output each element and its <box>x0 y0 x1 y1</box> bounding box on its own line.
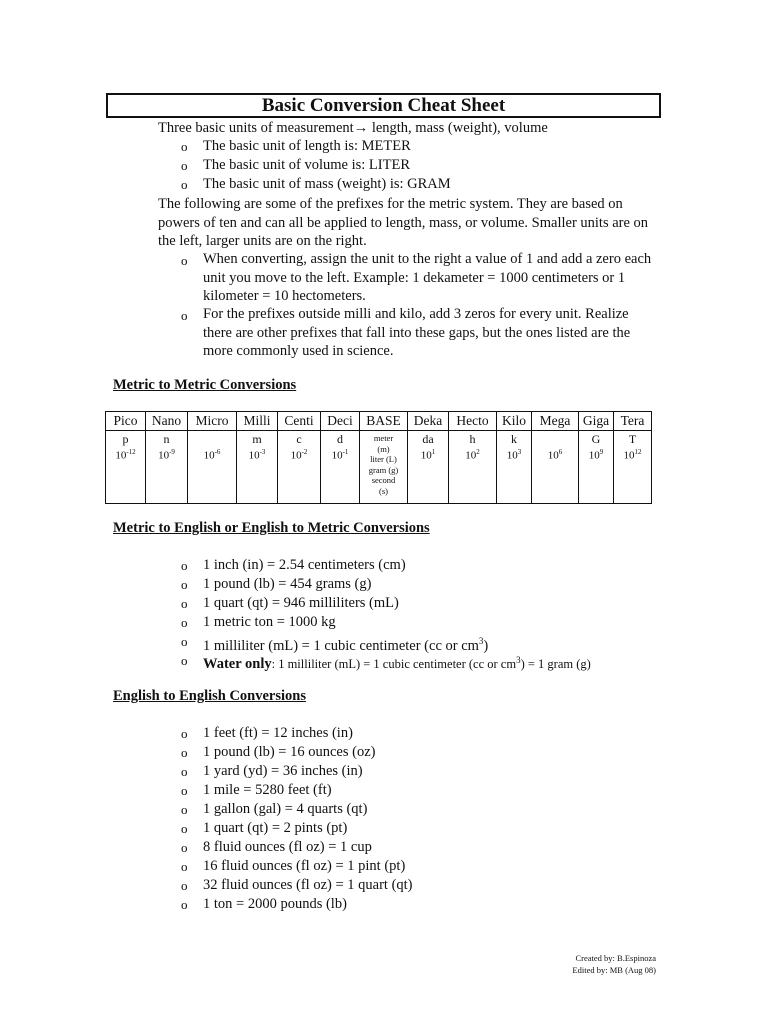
prefix-value-row <box>106 431 652 504</box>
bullet-icon: o <box>181 745 188 760</box>
prefix-header: Mega <box>532 412 579 431</box>
bullet-icon: o <box>181 634 188 649</box>
metric-heading: Metric to Metric Conversions <box>113 377 297 393</box>
prefix-cell <box>106 431 146 504</box>
power-of-ten: $10^2$ <box>465 448 480 462</box>
footer-edited: Edited by: MB (Aug 08) <box>572 965 656 975</box>
list-item: 1 feet (ft) = 12 inches (in) <box>203 725 353 741</box>
base-unit: (s) <box>379 485 388 496</box>
list-item: 1 metric ton = 1000 kg <box>203 614 336 630</box>
prefix-symbol: n <box>163 432 170 446</box>
bullet-icon: o <box>181 821 188 836</box>
list-item: 1 inch (in) = 2.54 centimeters (cm) <box>203 557 406 573</box>
prefix-header: BASE <box>360 412 408 431</box>
list-item: 16 fluid ounces (fl oz) = 1 pint (pt) <box>203 858 406 874</box>
list-item: 1 milliliter (mL) = 1 cubic centimeter (cc or $cm^3$) <box>203 636 489 654</box>
list-item: 1 pound (lb) = 16 ounces (oz) <box>203 744 376 760</box>
prefix-cell <box>532 431 579 504</box>
list-item: 1 quart (qt) = 2 pints (pt) <box>203 820 348 836</box>
intro-line: Three basic units of measurement→ length, mass (weight), volume <box>158 120 548 136</box>
prefix-header: Milli <box>237 412 278 431</box>
prefix-symbol: T <box>628 432 637 446</box>
prefix-header: Deka <box>408 412 449 431</box>
prefix-header: Kilo <box>497 412 532 431</box>
prefix-symbol: da <box>422 432 434 446</box>
prefix-symbol: h <box>469 432 476 446</box>
prefix-header: Pico <box>106 412 146 431</box>
bullet-icon: o <box>181 158 188 173</box>
base-unit: second <box>371 475 396 485</box>
rule-outside-milli-kilo: For the prefixes outside milli and kilo, add 3 zeros for every unit. Realize there are other prefixes that fall into these gaps, but the ones listed are the more commonly used in science. <box>203 306 631 359</box>
power-of-ten: $10^{-3}$ <box>248 448 266 462</box>
bullet-icon: o <box>181 802 188 817</box>
rule-converting: When converting, assign the unit to the right a value of 1 and add a zero each unit you move to the left. Example: 1 dekameter = 1000 centimeters or 1 kilometer = 10 hectometers. <box>203 251 652 304</box>
power-of-ten: $10^9$ <box>588 448 604 462</box>
power-of-ten: $10^1$ <box>420 448 436 462</box>
prefix-header: Hecto <box>449 412 497 431</box>
base-unit: gram (g) <box>368 464 399 475</box>
bullet-icon: o <box>181 177 188 192</box>
prefix-cell <box>579 431 614 504</box>
power-of-ten: $10^{-9}$ <box>158 448 175 462</box>
base-unit: meter <box>373 433 394 443</box>
prefix-header: Deci <box>321 412 360 431</box>
list-item: 1 mile = 5280 feet (ft) <box>203 782 332 798</box>
bullet-icon: o <box>181 577 188 592</box>
prefix-symbol: m <box>252 432 262 446</box>
prefix-cell <box>449 431 497 504</box>
bullet-icon: o <box>181 596 188 611</box>
prefix-table <box>105 411 652 504</box>
bullet-icon: o <box>181 139 188 154</box>
list-item: 1 ton = 2000 pounds (lb) <box>203 896 347 912</box>
bullet-icon: o <box>181 558 188 573</box>
prefix-cell <box>497 431 532 504</box>
prefix-symbol: d <box>337 432 343 446</box>
metric-english-heading: Metric to English or English to Metric Conversions <box>113 520 430 536</box>
bullet-icon: o <box>181 726 188 741</box>
prefix-header-row <box>106 412 652 431</box>
prefix-cell <box>188 431 237 504</box>
prefix-symbol: p <box>122 432 129 446</box>
base-cell <box>360 431 408 504</box>
list-item: 1 quart (qt) = 946 milliliters (mL) <box>203 595 399 611</box>
bullet-icon: o <box>181 878 188 893</box>
bullet-icon: o <box>181 897 188 912</box>
list-item: Water only: 1 milliliter (mL) = 1 cubic centimeter (cc or $cm^3) = 1$ gram (g) <box>203 655 591 673</box>
bullet-icon: o <box>181 253 188 268</box>
prefix-header: Micro <box>188 412 237 431</box>
prefix-cell <box>614 431 652 504</box>
power-of-ten: $10^3$ <box>506 448 522 462</box>
power-of-ten: $10^{12}$ <box>623 448 642 462</box>
list-item: 8 fluid ounces (fl oz) = 1 cup <box>203 839 372 855</box>
prefix-cell <box>408 431 449 504</box>
power-of-ten: $10^6$ <box>547 448 563 462</box>
bullet-icon: o <box>181 783 188 798</box>
footer-created: Created by: B.Espinoza <box>575 953 656 963</box>
power-of-ten: $10^{-1}$ <box>331 448 349 462</box>
bullet-icon: o <box>181 615 188 630</box>
bullet-icon: o <box>181 840 188 855</box>
bullet-icon: o <box>181 764 188 779</box>
list-item: 1 pound (lb) = 454 grams (g) <box>203 576 372 592</box>
prefix-cell <box>278 431 321 504</box>
list-item: 32 fluid ounces (fl oz) = 1 quart (qt) <box>203 877 413 893</box>
power-of-ten: $10^{-2}$ <box>290 448 308 462</box>
prefix-symbol <box>188 433 236 446</box>
bullet-icon: o <box>181 308 188 323</box>
base-unit: liter (L) <box>370 454 397 464</box>
prefix-cell <box>146 431 188 504</box>
power-of-ten: $10^{-6}$ <box>203 448 221 462</box>
prefix-header: Giga <box>579 412 614 431</box>
base-unit: (m) <box>377 443 390 454</box>
prefix-header: Nano <box>146 412 188 431</box>
prefix-symbol: c <box>296 432 302 446</box>
prefix-cell <box>237 431 278 504</box>
list-item: 1 yard (yd) = 36 inches (in) <box>203 763 363 779</box>
bullet-icon: o <box>181 859 188 874</box>
power-of-ten: $10^{-12}$ <box>115 448 136 462</box>
english-english-heading: English to English Conversions <box>113 688 306 704</box>
prefix-paragraph: The following are some of the prefixes for the metric system. They are based on powers of ten and can all be applied to length, mass, or volume. Smaller units are on the left, larger units are on the right. <box>158 196 649 249</box>
arrow-icon: → <box>353 120 369 136</box>
prefix-symbol: k <box>511 432 517 446</box>
bullet-icon: o <box>181 653 188 668</box>
unit-length: The basic unit of length is: METER <box>203 138 411 154</box>
prefix-symbol <box>532 433 578 446</box>
page-title: Basic Conversion Cheat Sheet <box>106 93 661 118</box>
unit-mass: The basic unit of mass (weight) is: GRAM <box>203 176 451 192</box>
prefix-header: Tera <box>614 412 652 431</box>
unit-volume: The basic unit of volume is: LITER <box>203 157 410 173</box>
list-item: 1 gallon (gal) = 4 quarts (qt) <box>203 801 368 817</box>
prefix-symbol: G <box>591 432 601 446</box>
prefix-cell <box>321 431 360 504</box>
prefix-header: Centi <box>278 412 321 431</box>
